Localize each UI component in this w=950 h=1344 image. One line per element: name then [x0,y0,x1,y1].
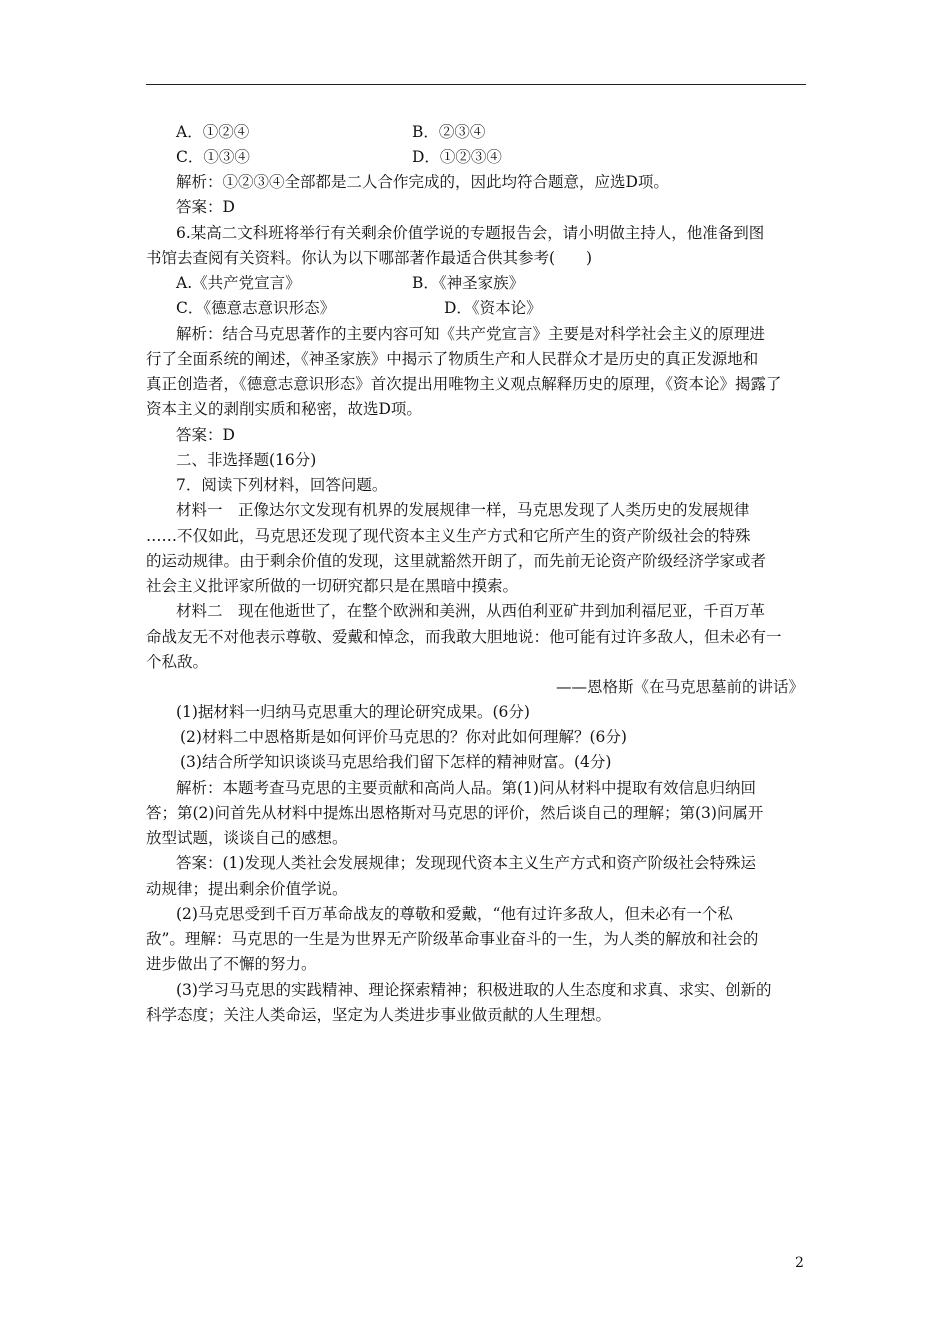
q5-option-b: B．②③④ [412,123,486,141]
q6-analysis-line-4: 资本主义的剥削实质和秘密，故选D项。 [146,400,422,418]
q7-answer-2-line-3: 进步做出了不懈的努力。 [146,955,317,973]
q5-answer: 答案：D [176,198,235,216]
q7-material1-line-3: 的运动规律。由于剩余价值的发现，这里就豁然开朗了，而先前无论资产阶级经济学家或者 [146,552,767,570]
section-heading: 二、非选择题(16分) [176,451,317,469]
q7-analysis-line-1: 解析：本题考查马克思的主要贡献和高尚人品。第(1)问从材料中提取有效信息归纳回 [176,779,756,797]
q7-analysis-line-3: 放型试题，谈谈自己的感想。 [146,829,348,847]
q6-answer: 答案：D [176,426,235,444]
q7-material1-line-4: 社会主义批评家所做的一切研究都只是在黑暗中摸索。 [146,577,519,595]
q6-analysis-line-1: 解析：结合马克思著作的主要内容可知《共产党宣言》主要是对科学社会主义的原理进 [176,325,766,343]
q7-material1-line-1: 材料一 正像达尔文发现有机界的发展规律一样，马克思发现了人类历史的发展规律 [176,501,750,519]
q6-stem-line-2: 书馆去查阅有关资料。你认为以下哪部著作最适合供其参考( ) [146,249,593,267]
q7-subquestion-2: (2)材料二中恩格斯是如何评价马克思的？你对此如何理解？(6分) [180,728,627,746]
q7-subquestion-1: (1)据材料一归纳马克思重大的理论研究成果。(6分) [176,703,530,721]
page-number: 2 [795,1255,804,1271]
q6-option-b: B．《神圣家族》 [412,274,525,292]
q7-material2-line-1: 材料二 现在他逝世了，在整个欧洲和美洲，从西伯利亚矿井到加利福尼亚，千百万革 [176,602,766,620]
q6-option-d: D．《资本论》 [444,299,542,317]
q7-answer-1-line-1: 答案：(1)发现人类社会发展规律；发现现代资本主义生产方式和资产阶级社会特殊运 [176,854,756,872]
q7-stem: 7．阅读下列材料，回答问题。 [176,476,388,494]
q7-subquestion-3: (3)结合所学知识谈谈马克思给我们留下怎样的精神财富。(4分) [180,753,612,771]
header-rule [146,84,806,85]
q6-analysis-line-3: 真正创造者，《德意志意识形态》首次提出用唯物主义观点解释历史的原理，《资本论》揭露了 [146,375,782,393]
q5-analysis: 解析：①②③④全部都是二人合作完成的，因此均符合题意，应选D项。 [176,173,669,191]
q7-answer-2-line-2: 敌”。理解：马克思的一生是为世界无产阶级革命事业奋斗的一生，为人类的解放和社会的 [146,930,759,948]
q7-answer-3-line-2: 科学态度；关注人类命运，坚定为人类进步事业做贡献的人生理想。 [146,1006,612,1024]
q7-answer-2-line-1: (2)马克思受到千百万革命战友的尊敬和爱戴，“他有过许多敌人，但未必有一个私 [176,905,733,923]
q7-answer-1-line-2: 动规律；提出剩余价值学说。 [146,880,348,898]
q7-analysis-line-2: 答；第(2)问首先从材料中提炼出恩格斯对马克思的评价，然后谈自己的理解；第(3)问属开 [146,804,764,822]
q6-option-a: A.《共产党宣言》 [176,274,301,292]
q5-option-d: D．①②③④ [412,148,502,166]
q7-material2-line-2: 命战友无不对他表示尊敬、爱戴和悼念，而我敢大胆地说：他可能有过许多敌人，但未必有一 [146,628,782,646]
q6-stem-line-1: 6.某高二文科班将举行有关剩余价值学说的专题报告会，请小明做主持人，他准备到图 [176,224,765,242]
q6-analysis-line-2: 行了全面系统的阐述，《神圣家族》中揭示了物质生产和人民群众才是历史的真正发源地和 [146,350,759,368]
q5-option-c: C．①③④ [176,148,250,166]
q6-option-c: C．《德意志意识形态》 [176,299,336,317]
q7-material1-line-2: ……不仅如此，马克思还发现了现代资本主义生产方式和它所产生的资产阶级社会的特殊 [146,527,751,545]
q7-source-citation: ——恩格斯《在马克思墓前的讲话》 [555,678,804,696]
q5-option-a: A．①②④ [176,123,250,141]
q7-material2-line-3: 个私敌。 [146,653,209,671]
q7-answer-3-line-1: (3)学习马克思的实践精神、理论探索精神；积极进取的人生态度和求真、求实、创新的 [176,981,772,999]
